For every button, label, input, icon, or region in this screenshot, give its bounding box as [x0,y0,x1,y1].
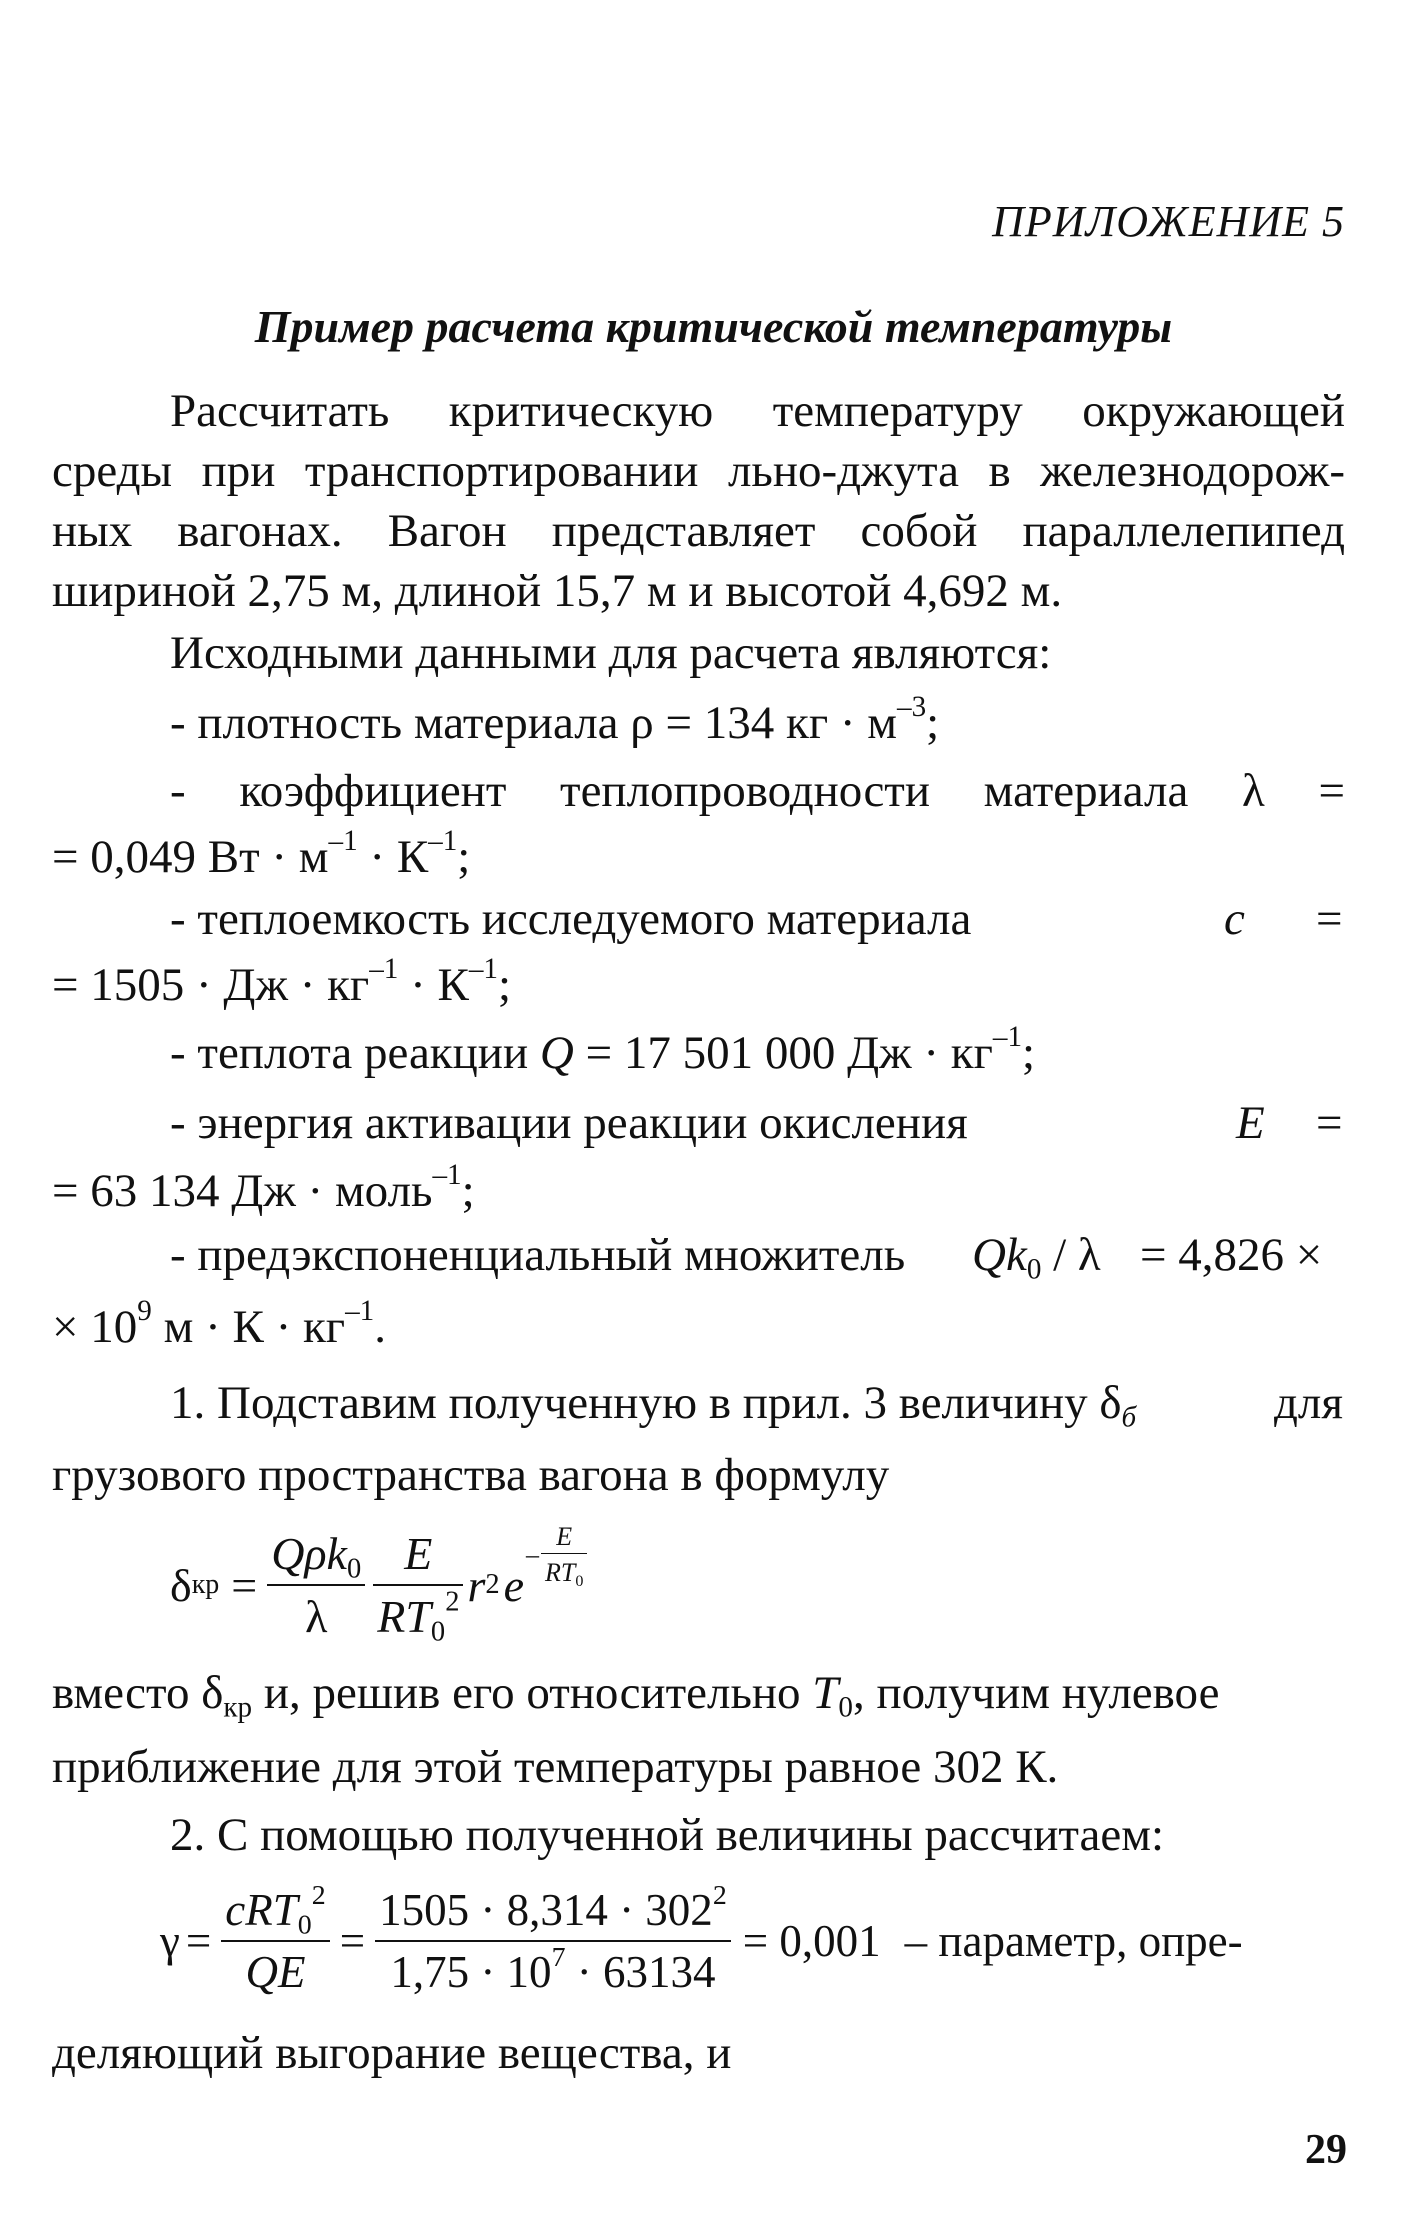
param-density: - плотность материала ρ = 134 кг · $м^{-3}$; [170,691,940,749]
step2-line3: деляющий выгорание вещества, и [52,2027,732,2079]
param-preexp-value: = 4,826 × [1140,1229,1323,1281]
step1-line4: приближение для этой температуры равное 302 К. [52,1741,1059,1793]
formula-critical: δ кр = $\frac{Q\rho k_0}{\lambda}$ $\frac{E}{RT_0^2}$ r 2 e – $\frac{E}{RT_0}$ [170,1510,587,1660]
page-number: 29 [1305,2127,1347,2173]
exponent: – $\frac{E}{RT_0}$ [526,1522,587,1588]
formula-gamma: γ = $\frac{cRT_0^2}{QE}$ = $\frac{1505 \cdot 8,314 \cdot 302^2}{1,75 \cdot 10^7 \cdot 63134}$ = 0,001 – параметр, опре- [160,1880,1243,1997]
appendix-label: ПРИЛОЖЕНИЕ 5 [992,197,1345,246]
param-heat-capacity-line1a: - теплоемкость исследуемого материала [170,893,972,945]
intro-line: Рассчитать критическую температуру окружающей [170,385,1345,437]
fraction-2: $\frac{E}{RT_0^2}$ [373,1527,463,1643]
step1-line1b: для [1274,1377,1343,1429]
step1-line1a: 1. Подставим полученную в прил. 3 величину $\delta_б$ [170,1377,1137,1434]
intro-line: ных вагонах. Вагон представляет собой параллелепипед [52,505,1345,557]
input-heading: Исходными данными для расчета являются: [170,627,1052,679]
param-activation-equals: = [1316,1097,1343,1149]
param-conductivity-line1: - коэффициент теплопроводности материала λ = [170,765,1345,817]
param-activation-line2: = 63 134 Дж · моль$^{-1}$; [52,1159,475,1217]
param-activation-line1a: - энергия активации реакции окисления [170,1097,968,1149]
param-reaction-heat: - теплота реакции Q = 17 501 000 Дж · $кг^{-1}$; [170,1021,1036,1079]
step1-line2: грузового пространства вагона в формулу [52,1449,890,1501]
intro-line: шириной 2,75 м, длиной 15,7 м и высотой 4,692 м. [52,565,1063,617]
section-title: Пример расчета критической температуры [254,301,1173,352]
fraction-4: $\frac{1505 \cdot 8,314 \cdot 302^2}{1,75 \cdot 10^7 \cdot 63134}$ [375,1884,731,1998]
intro-line: среды при транспортировании льно-джута в железнодорож- [52,445,1345,497]
param-preexp-line2: × $10^9$ $м \cdot К \cdot кг^{-1}$. [52,1295,386,1353]
fraction-3: $\frac{cRT_0^2}{QE}$ [221,1884,329,1998]
param-heat-capacity-line2: = 1505 · Дж · $кг^{-1} \cdot К^{-1}$; [52,953,512,1011]
step2-line1: 2. С помощью полученной величины рассчитаем: [170,1809,1164,1861]
param-heat-capacity-symbol: c [1224,893,1245,945]
param-heat-capacity-equals: = [1316,893,1343,945]
param-activation-symbol: E [1236,1097,1265,1149]
fraction-1: $\frac{Q\rho k_0}{\lambda}$ [267,1527,365,1643]
param-preexp-line1a: - предэкспоненциальный множитель [170,1229,906,1281]
step1-line3: вместо $\delta_{кр}$ и, решив его относительно $T_0$, получим нулевое [52,1667,1220,1724]
param-conductivity-line2: = 0,049 Вт · $м^{-1} \cdot К^{-1}$; [52,825,471,883]
param-preexp-symbol: $Qk_0$ / λ [972,1229,1101,1286]
